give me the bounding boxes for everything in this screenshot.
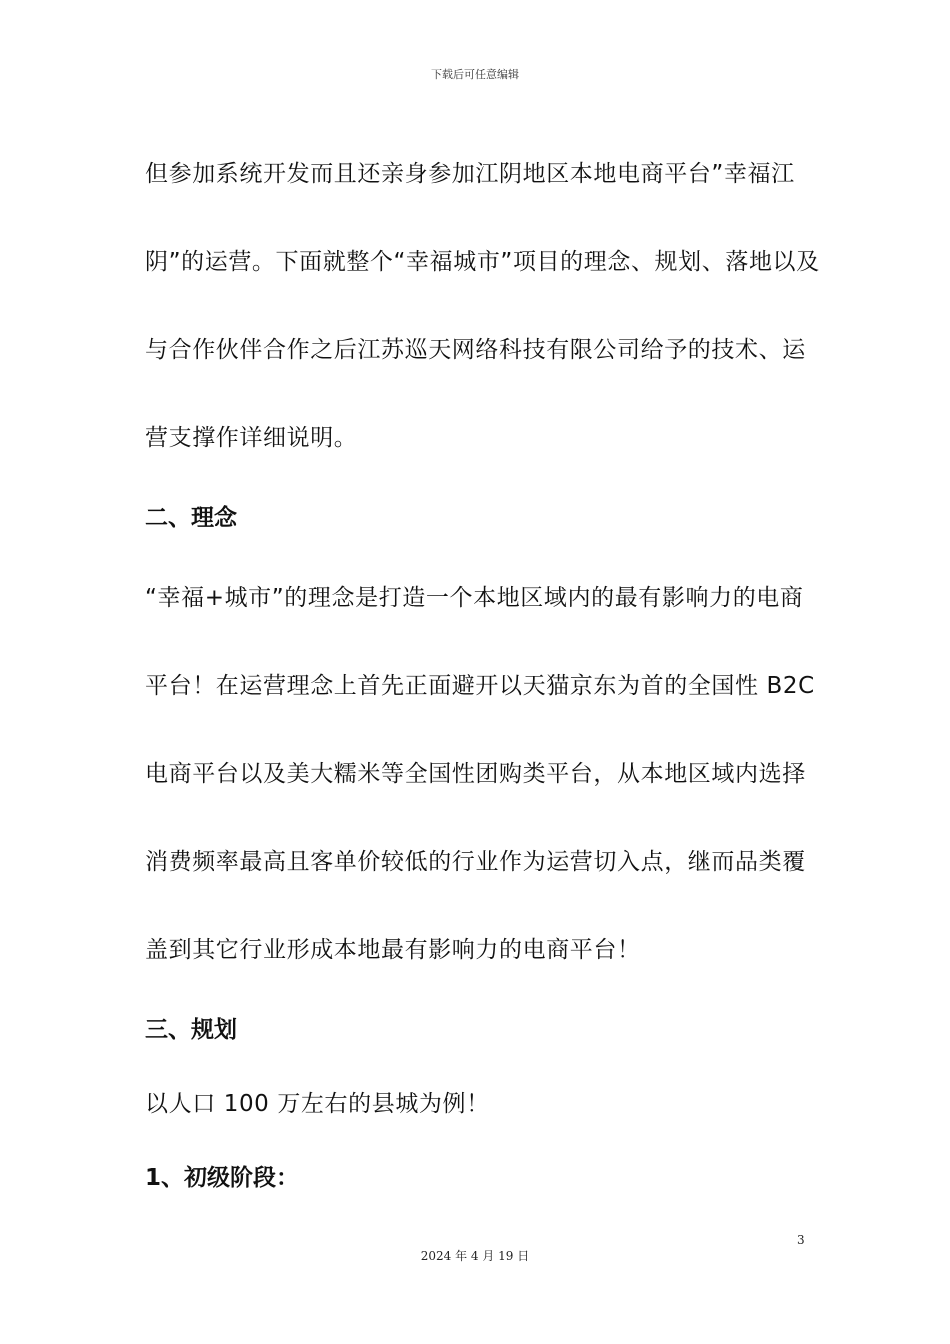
philosophy-line-1: “幸福+城市”的理念是打造一个本地区域内的最有影响力的电商 [145,585,804,611]
intro-line-2: 阴”的运营。下面就整个“幸福城市”项目的理念、规划、落地以及 [145,249,820,275]
intro-line-1: 但参加系统开发而且还亲身参加江阴地区本地电商平台”幸福江 [145,161,795,187]
intro-line-3: 与合作伙伴合作之后江苏巡天网络科技有限公司给予的技术、运 [145,337,806,363]
section-3-heading: 三、规划 [145,1017,237,1043]
page-header-note: 下载后可任意编辑 [431,68,519,81]
page-number: 3 [797,1233,805,1247]
intro-line-4: 营支撑作详细说明。 [145,425,358,451]
planning-example-line: 以人口 100 万左右的县城为例！ [145,1091,490,1117]
philosophy-line-5: 盖到其它行业形成本地最有影响力的电商平台！ [145,937,641,963]
subsection-1-heading: 1、初级阶段： [145,1165,300,1191]
document-body [145,130,820,1214]
footer-date: 2024 年 4 月 19 日 [420,1249,530,1263]
section-2-heading: 二、理念 [145,505,237,531]
philosophy-line-4: 消费频率最高且客单价较低的行业作为运营切入点，继而品类覆 [145,849,806,875]
philosophy-line-3: 电商平台以及美大糯米等全国性团购类平台，从本地区域内选择 [145,761,806,787]
philosophy-line-2: 平台！在运营理念上首先正面避开以天猫京东为首的全国性 B2C [145,673,815,699]
